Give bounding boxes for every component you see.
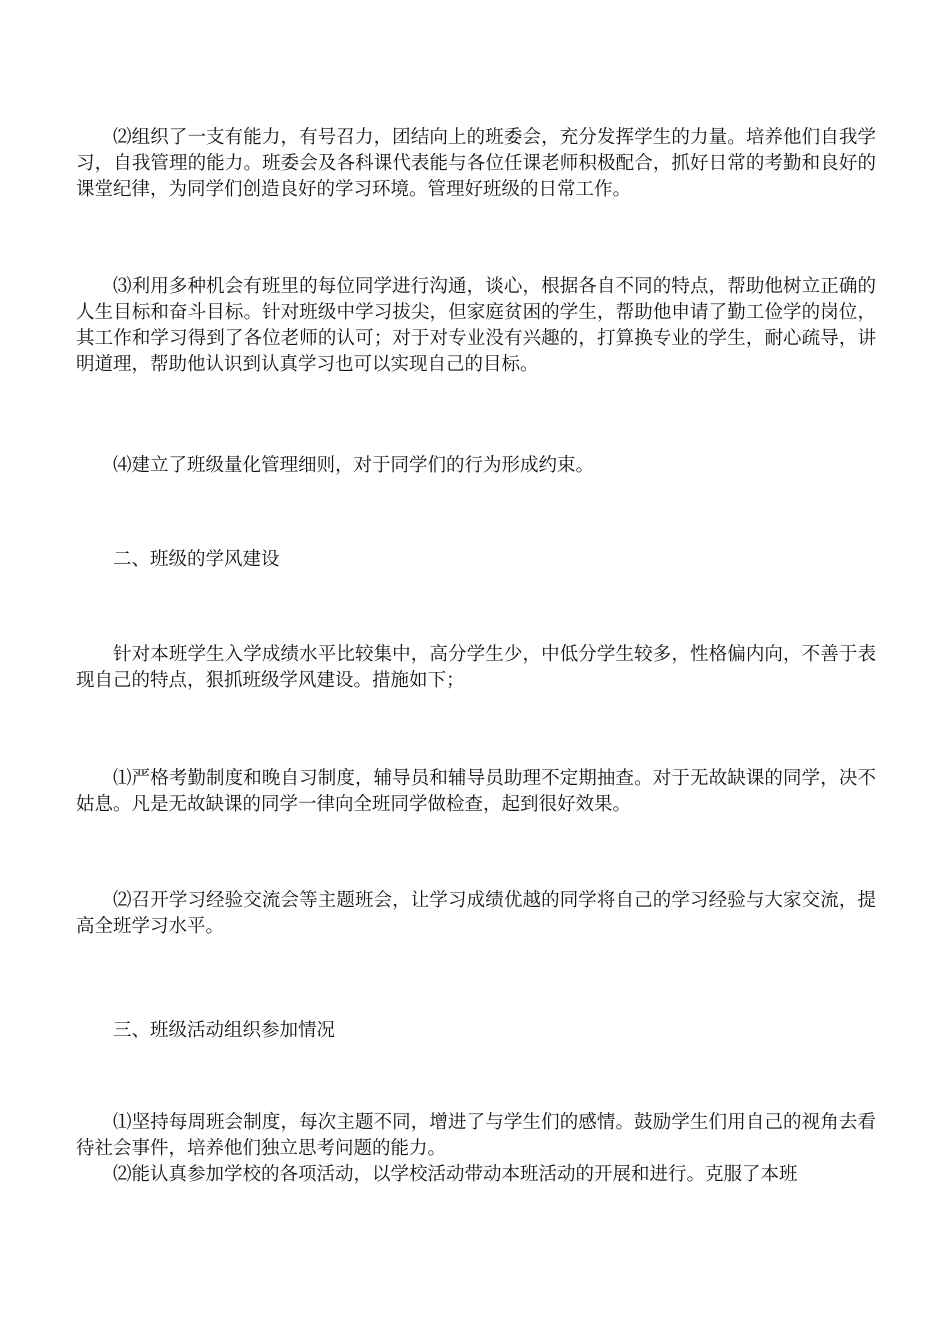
paragraph-student-communication: ⑶利用多种机会有班里的每位同学进行沟通，谈心，根据各自不同的特点，帮助他树立正确的人生目标和奋斗目标。针对班级中学习拔尖，但家庭贫困的学生，帮助他申请了勤工俭学的岗位，其工作和学习得到了各位老师的认可；对于对专业没有兴趣的，打算换专业的学生，耐心疏导，讲明道理，帮助他认识到认真学习也可以实现自己的目标。	[76, 276, 876, 375]
paragraph-class-committee: ⑵组织了一支有能力，有号召力，团结向上的班委会，充分发挥学生的力量。培养他们自我学习，自我管理的能力。班委会及各科课代表能与各位任课老师积极配合，抓好日常的考勤和良好的课堂纪律，为同学们创造良好的学习环境。管理好班级的日常工作。	[76, 127, 876, 200]
paragraph-quantified-management: ⑷建立了班级量化管理细则，对于同学们的行为形成约束。	[113, 455, 595, 476]
section-heading-study-style: 二、班级的学风建设	[113, 549, 280, 570]
paragraph-school-activities: ⑵能认真参加学校的各项活动，以学校活动带动本班活动的开展和进行。克服了本班	[113, 1164, 798, 1185]
paragraph-study-style-intro: 针对本班学生入学成绩水平比较集中，高分学生少，中低分学生较多，性格偏内向，不善于表现自己的特点，狠抓班级学风建设。措施如下；	[76, 644, 876, 691]
paragraph-attendance-system: ⑴严格考勤制度和晚自习制度，辅导员和辅导员助理不定期抽查。对于无故缺课的同学，决不姑息。凡是无故缺课的同学一律向全班同学做检查，起到很好效果。	[76, 768, 876, 815]
paragraph-experience-exchange: ⑵召开学习经验交流会等主题班会，让学习成绩优越的同学将自己的学习经验与大家交流，提高全班学习水平。	[76, 890, 876, 937]
paragraph-weekly-meeting: ⑴坚持每周班会制度，每次主题不同，增进了与学生们的感情。鼓励学生们用自己的视角去看待社会事件，培养他们独立思考问题的能力。	[76, 1112, 876, 1159]
section-heading-class-activities: 三、班级活动组织参加情况	[113, 1020, 336, 1041]
